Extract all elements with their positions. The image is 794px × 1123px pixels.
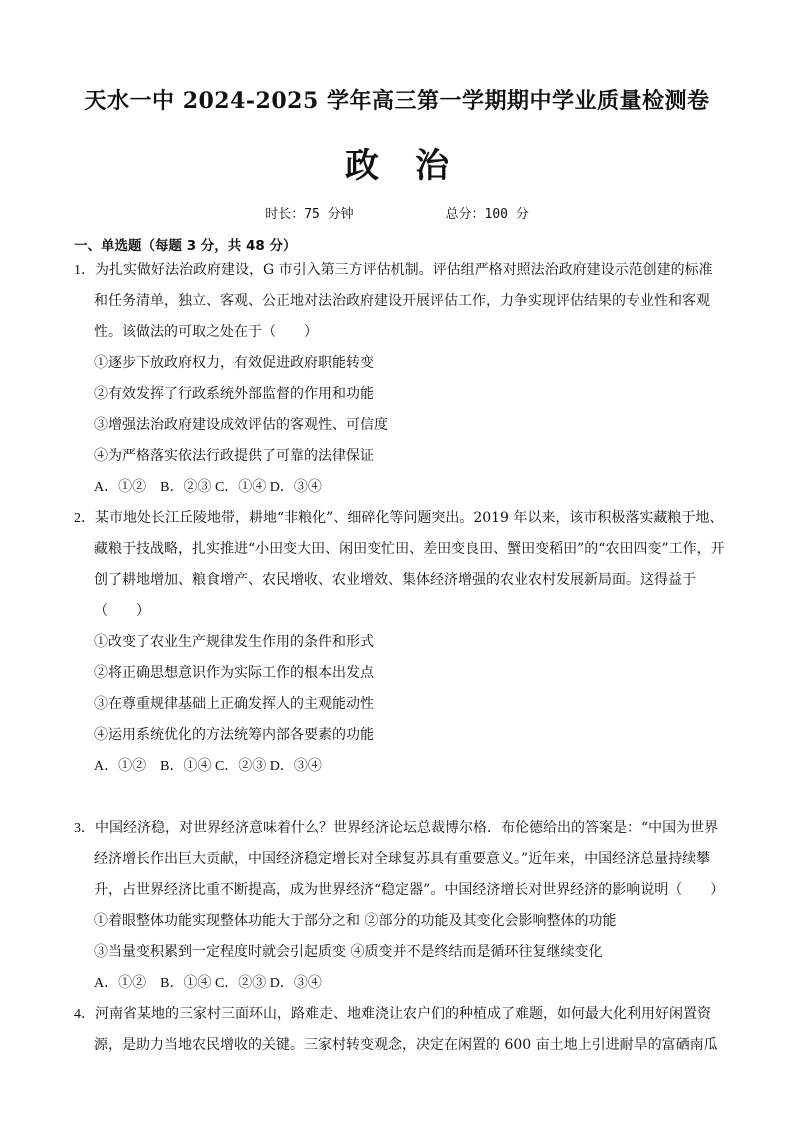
subject-title: 政治 [345, 146, 485, 186]
question-stem-line: 创了耕地增加、粮食增产、农民增收、农业增效、集体经济增强的农业农村发展新局面。这得益于 [94, 572, 696, 588]
exam-meta [0, 203, 794, 222]
question-stem-line: 源，是助力当地农民增收的关键。三家村转变观念，决定在闲置的 600 亩土地上引进耐旱的富硒南瓜 [94, 1037, 718, 1053]
option-item: ③在尊重规律基础上正确发挥人的主观能动性 [94, 696, 374, 712]
option-item: ④运用系统优化的方法统筹内部各要素的功能 [94, 727, 374, 743]
question-number: 3． [74, 821, 95, 836]
question-stem-line: 为扎实做好法治政府建设，G 市引入第三方评估机制。评估组严格对照法治政府建设示范创建的标准 [95, 262, 713, 278]
option-item: ②将正确思想意识作为实际工作的根本出发点 [94, 665, 374, 681]
question-number: 2． [74, 511, 95, 526]
option-item: ②有效发挥了行政系统外部监督的作用和功能 [94, 386, 374, 402]
question-1 [74, 255, 724, 503]
question-stem-line: 升，占世界经济比重不断提高，成为世界经济“稳定器”。中国经济增长对世界经济的影响说明（ ） [94, 882, 725, 898]
option-item: ①逐步下放政府权力，有效促进政府职能转变 [94, 355, 374, 371]
option-item: ④为严格落实依法行政提供了可靠的法律保证 [94, 448, 374, 464]
option-item: ③增强法治政府建设成效评估的客观性、可信度 [94, 417, 388, 433]
question-2 [74, 503, 724, 782]
answer-choices: A．①② B．①④ C．②③ D．③④ [94, 976, 322, 991]
question-stem-line: （ ） [94, 603, 150, 619]
duration-label: 时长：75 分钟 [265, 207, 354, 222]
question-stem-line: 中国经济稳，对世界经济意味着什么？世界经济论坛总裁博尔格．布伦德给出的答案是：“中国为世界 [95, 820, 719, 836]
question-stem-line: 和任务清单，独立、客观、公正地对法治政府建设开展评估工作，力争实现评估结果的专业性和客观 [94, 293, 710, 309]
question-3 [74, 813, 724, 999]
option-item: ③当量变积累到一定程度时就会引起质变 ④质变并不是终结而是循环往复继续变化 [94, 944, 603, 960]
total-score-label: 总分：100 分 [445, 207, 529, 222]
question-stem-line: 藏粮于技战略，扎实推进“小田变大田、闲田变忙田、差田变良田、蟹田变稻田”的“农田四变”工作，开 [94, 541, 725, 557]
answer-choices: A．①② B．①④ C．②③ D．③④ [94, 759, 322, 774]
question-stem-line: 经济增长作出巨大贡献，中国经济稳定增长对全球复苏具有重要意义。”近年来，中国经济总量持续攀 [94, 851, 711, 867]
question-number: 1． [74, 263, 95, 278]
question-stem-line: 性。该做法的可取之处在于（ ） [94, 324, 318, 340]
question-number: 4． [74, 1007, 95, 1022]
option-item: ①改变了农业生产规律发生作用的条件和形式 [94, 634, 374, 650]
question-stem-line: 某市地处长江丘陵地带，耕地“非粮化”、细碎化等问题突出。2019 年以来，该市积极落实藏粮于地、 [95, 510, 724, 526]
section-heading: 一、单选题（每题 3 分，共 48 分） [74, 238, 297, 254]
answer-choices: A．①② B．②③ C．①④ D．③④ [94, 480, 322, 495]
question-stem-line: 河南省某地的三家村三面环山，路难走、地难浇让农户们的种植成了难题，如何最大化利用好闲置资 [95, 1006, 711, 1022]
exam-title: 天水一中 2024-2025 学年高三第一学期期中学业质量检测卷 [84, 88, 710, 114]
question-4 [74, 999, 724, 1061]
option-item: ①着眼整体功能实现整体功能大于部分之和 ②部分的功能及其变化会影响整体的功能 [94, 913, 617, 929]
